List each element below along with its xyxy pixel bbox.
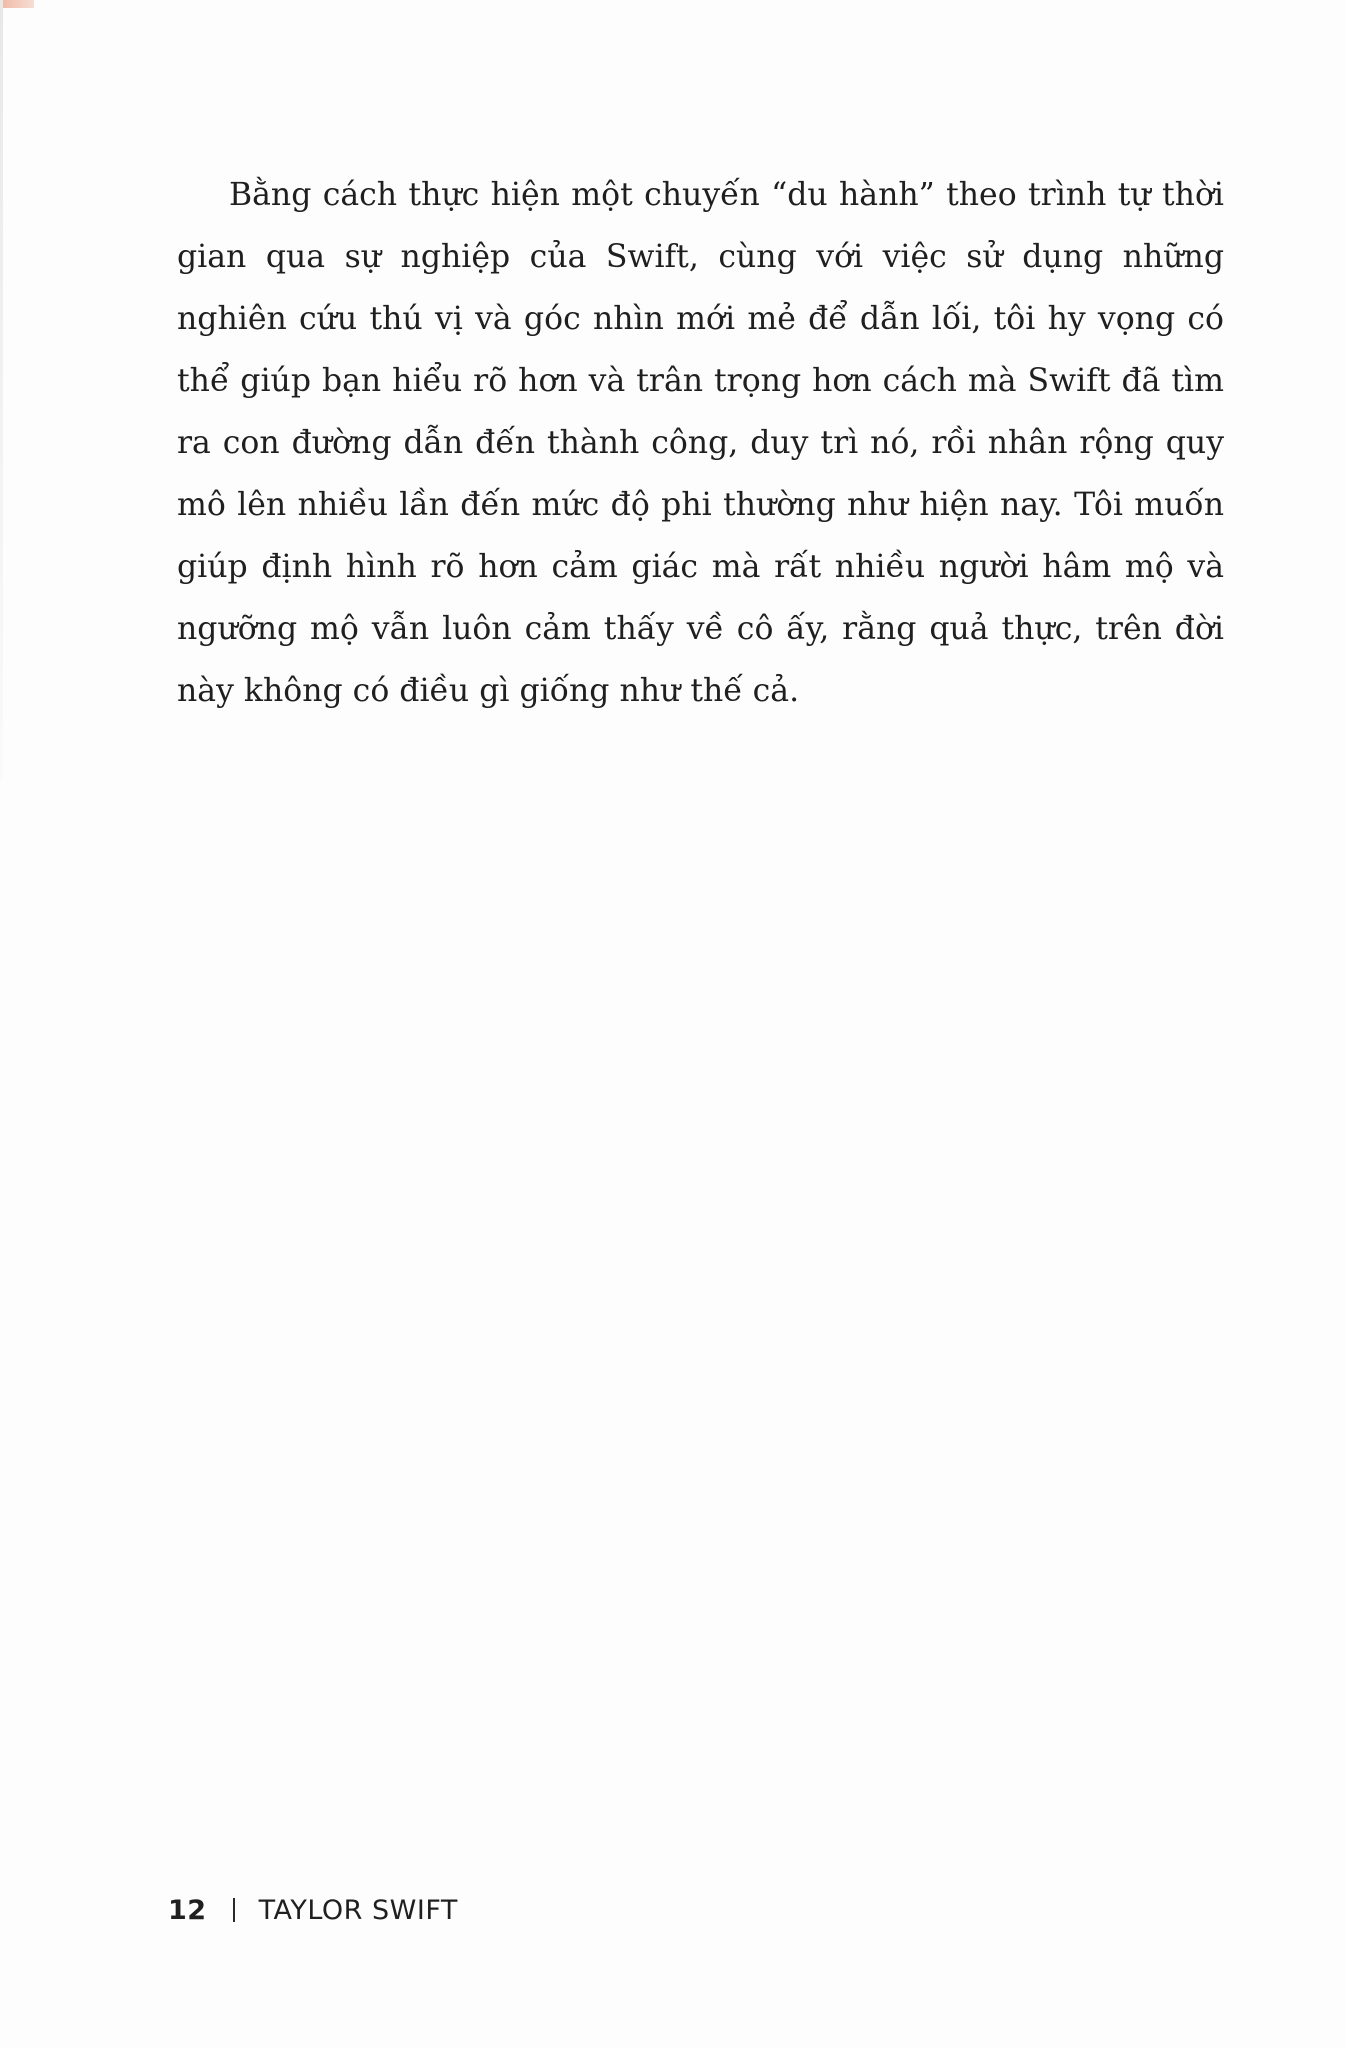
running-title: TAYLOR SWIFT bbox=[258, 1894, 458, 1926]
page-footer bbox=[168, 1893, 458, 1927]
page-number: 12 bbox=[168, 1894, 207, 1926]
body-paragraph: Bằng cách thực hiện một chuyến “du hành” theo trình tự thời gian qua sự nghiệp của Swift, cùng với việc sử dụng những nghiên cứu thú vị và góc nhìn mới mẻ để dẫn lối, tôi hy vọng có thể giúp bạn hiểu rõ hơn và trân trọng hơn cách mà Swift đã tìm ra con đường dẫn đến thành công, duy trì nó, rồi nhân rộng quy mô lên nhiều lần đến mức độ phi thường như hiện nay. Tôi muốn giúp định hình rõ hơn cảm giác mà rất nhiều người hâm mộ và ngưỡng mộ vẫn luôn cảm thấy về cô ấy, rằng quả thực, trên đời này không có điều gì giống như thế cả. bbox=[177, 177, 1224, 709]
scan-corner-mark bbox=[0, 0, 34, 8]
page-edge-shadow bbox=[0, 0, 3, 780]
footer-separator bbox=[233, 1898, 235, 1922]
